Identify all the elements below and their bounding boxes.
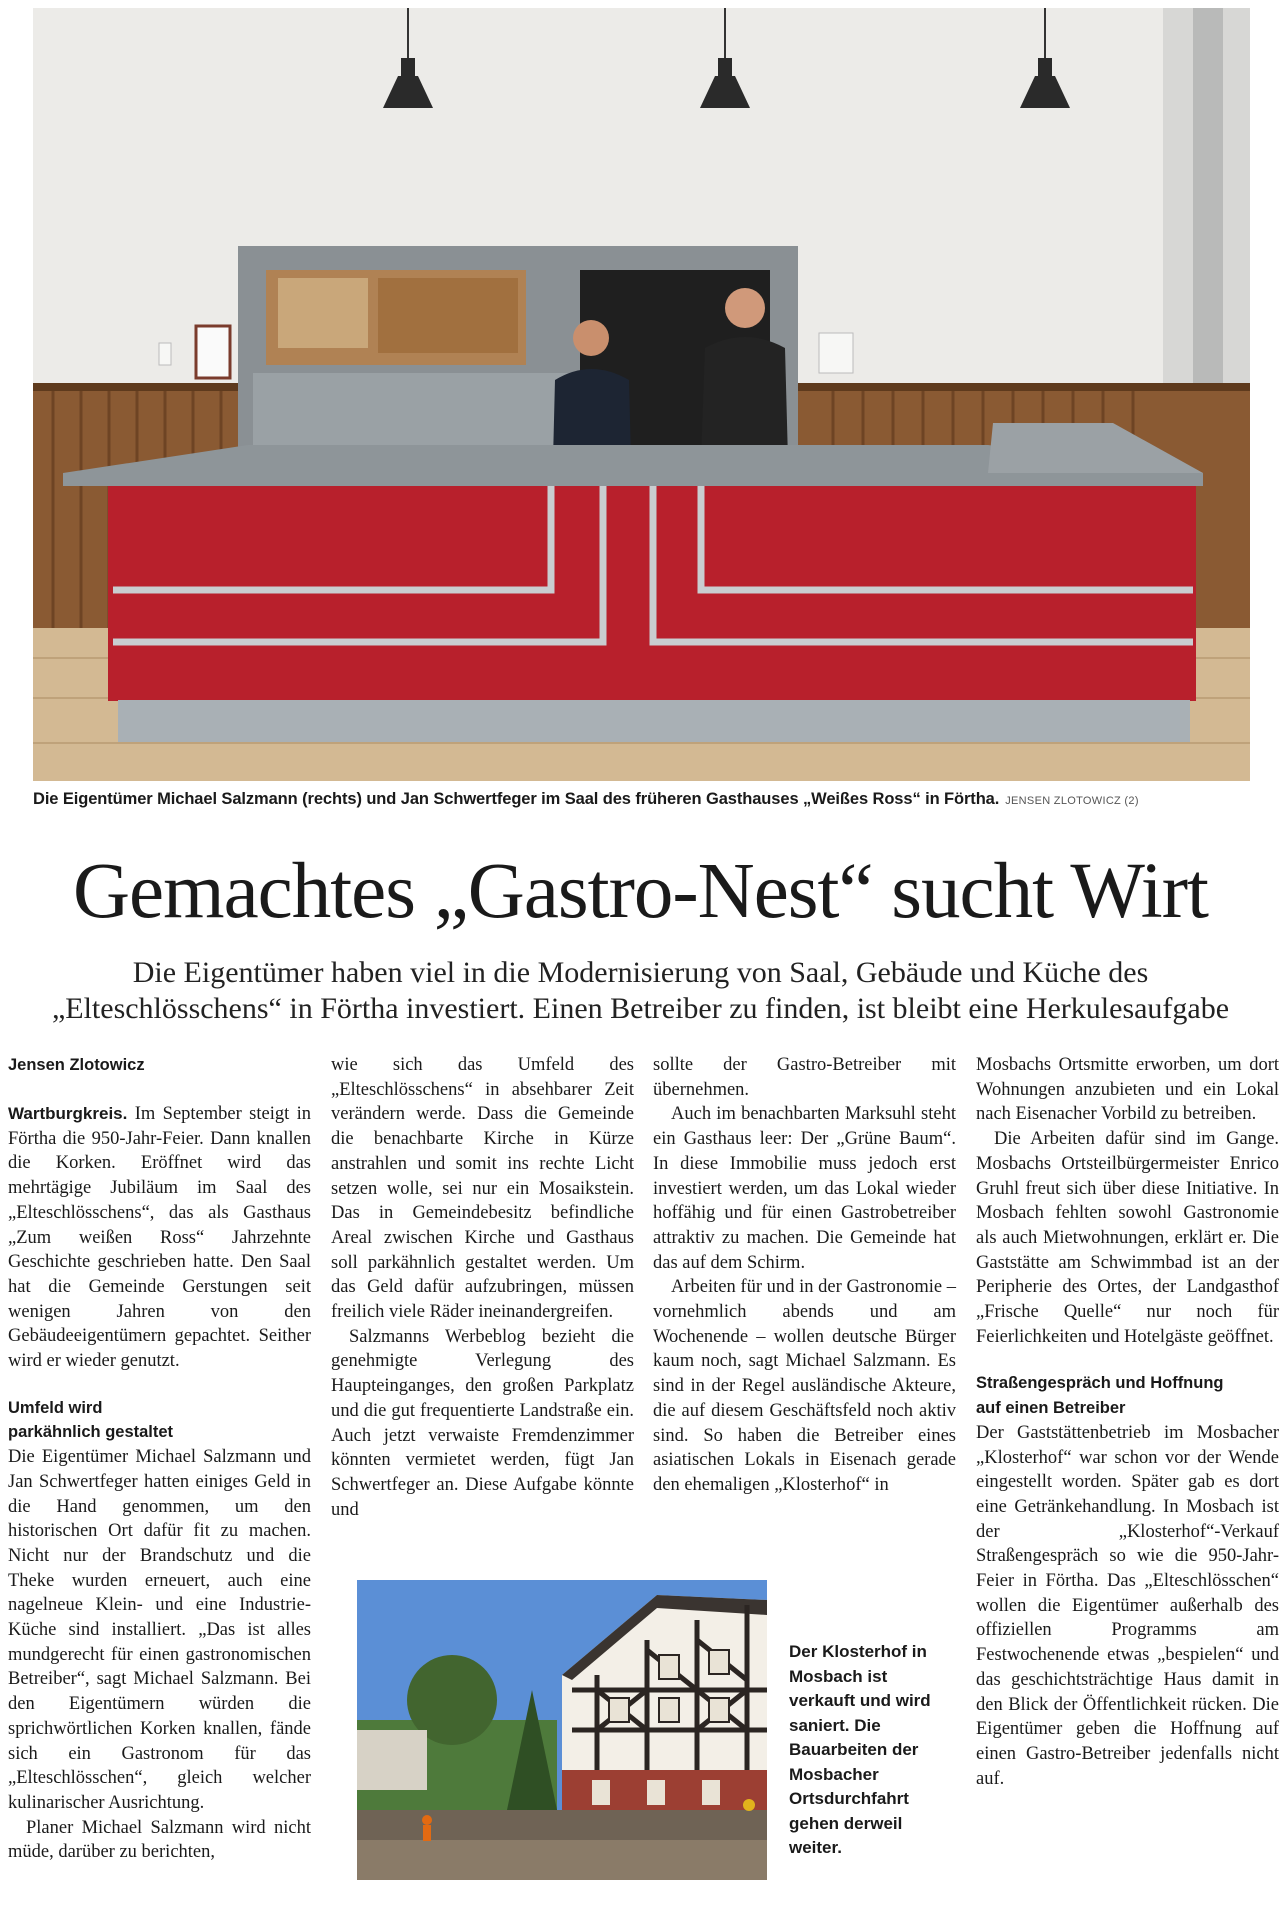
subhead-line-2: „Elteschlösschens“ in Förtha investiert. Einen Betreiber zu finden, ist bleibt eine Herkulesaufgabe bbox=[51, 992, 1230, 1025]
paragraph-8: Arbeiten für und in der Gastronomie – vornehmlich abends und am Wochenende – wollen deutsche Bürger kaum noch, sagt Michael Salzmann. Es sind in der Regel ausländische Akteure, die auf diesem Geschäftsfeld noch aktiv sind. So haben die Betreiber eines asiatischen Lokals in Eisenach gerade den ehemaligen „Klosterhof“ in bbox=[653, 1277, 956, 1495]
subheading-2-line-2: auf einen Betreiber bbox=[976, 1399, 1126, 1418]
subheading-1-line-1: Umfeld wird bbox=[8, 1398, 103, 1417]
article-column-3 bbox=[653, 1053, 956, 1498]
subheading-2 bbox=[976, 1371, 1279, 1420]
caption-text: Die Eigentümer Michael Salzmann (rechts) und Jan Schwertfeger im Saal des früheren Gasthauses „Weißes Ross“ in Förtha. bbox=[33, 790, 1000, 808]
paragraph-4: wie sich das Umfeld des „Elteschlösschens“ in absehbarer Zeit verändern werde. Dass die Gemeinde die benachbarte Kirche in Kürze anstrahlen und somit ins rechte Licht setzen wolle, sei nur ein Mosaikstein. Das in Gemeindebesitz befindliche Areal zwischen Kirche und Gasthaus soll parkähnlich gestaltet werden. Um das Geld dafür aufzubringen, müssen freilich viele Räder ineinandergreifen. bbox=[331, 1055, 634, 1323]
paragraph-3: Planer Michael Salzmann wird nicht müde, darüber zu berichten, bbox=[8, 1817, 311, 1863]
paragraph-2: Die Eigentümer Michael Salzmann und Jan Schwertfeger hatten einiges Geld in die Hand genommen, um den historischen Ort dafür fit zu machen. Nicht nur der Brandschutz und die Theke wurden erneuert, auch eine nagelneue Klein- und eine Industrie-Küche sind installiert. „Das ist alles mundgerecht für einen gastronomischen Betreiber“, sagt Michael Salzmann. Bei den Eigentümern würden die sprichwörtlichen Korken knallen, fände sich ein Gastronom für das „Elteschlösschen“, gleich welcher kulinarischer Ausrichtung. bbox=[8, 1447, 311, 1813]
article-column-4 bbox=[976, 1053, 1279, 1791]
photo-credit: JENSEN ZLOTOWICZ (2) bbox=[1005, 795, 1139, 807]
dateline: Wartburgkreis. bbox=[8, 1104, 128, 1123]
paragraph-5: Salzmanns Werbeblog bezieht die genehmigte Verlegung des Haupteinganges, den großen Parkplatz und die gut frequentierte Landstraße ein. Auch jetzt verwaiste Fremdenzimmer könnten vermietet werden, fügt Jan Schwertfeger an. Diese Aufgabe könnte und bbox=[331, 1326, 634, 1520]
paragraph-9: Mosbachs Ortsmitte erworben, um dort Wohnungen anzubieten und ein Lokal nach Eisenacher Vorbild zu betreiben. bbox=[976, 1055, 1279, 1125]
article-column-1 bbox=[8, 1053, 311, 1865]
paragraph-1-text: Im September steigt in Förtha die 950-Jahr-Feier. Dann knallen die Korken. Eröffnet wird das mehrtägige Jubiläum im Saal des „Elteschlösschens“, das als Gasthaus „Zum weißen Ross“ Jahrzehnte Geschichte geschrieben hatte. Den Saal hat die Gemeinde Gerstungen seit wenigen Jahren von den Gebäudeeigentümern gepachtet. Seither wird er wieder genutzt. bbox=[8, 1104, 312, 1372]
subheading-1 bbox=[8, 1396, 311, 1445]
paragraph-1 bbox=[8, 1102, 311, 1374]
subhead-line-1: Die Eigentümer haben viel in die Modernisierung von Saal, Gebäude und Küche des bbox=[132, 956, 1149, 989]
article-column-2 bbox=[331, 1053, 634, 1522]
subheading-2-line-1: Straßengespräch und Hoffnung bbox=[976, 1374, 1224, 1393]
photo-top-caption bbox=[33, 786, 1250, 812]
author-byline: Jensen Zlotowicz bbox=[8, 1056, 145, 1074]
paragraph-10: Die Arbeiten dafür sind im Gange. Mosbachs Ortsteilbürgermeister Enrico Gruhl freut sich über diese Initiative. In Mosbach fehlten sowohl Gastronomie als auch Mietwohnungen, erklärt er. Die Gaststätte am Schwimmbad ist an der Peripherie des Ortes, der Landgasthof „Frische Quelle“ nur noch für Feierlichkeiten und Hotelgäste geöffnet. bbox=[976, 1129, 1279, 1347]
paragraph-11: Der Gaststättenbetrieb im Mosbacher „Klosterhof“ war schon vor der Wende eingestellt worden. Später gab es dort eine Getränkehandlung. In Mosbach ist der „Klosterhof“-Verkauf Straßengespräch so wie die 950-Jahr-Feier in Förtha. Das „Elteschlösschen“ wollen die Eigentümer außerhalb des offiziellen Programms am Festwochenende etwas „bespielen“ und das geschichtsträchtige Haus damit in den Blick der Öffentlichkeit rücken. Die Eigentümer geben die Hoffnung auf einen Gastro-Betreiber jedenfalls nicht auf. bbox=[976, 1422, 1279, 1789]
paragraph-6: sollte der Gastro-Betreiber mit übernehmen. bbox=[653, 1055, 956, 1100]
subheadline bbox=[10, 955, 1271, 1027]
headline: Gemachtes „Gastro-Nest“ sucht Wirt bbox=[73, 848, 1208, 935]
subheading-1-line-2: parkähnlich gestaltet bbox=[8, 1423, 174, 1442]
photo-bar-counter bbox=[33, 8, 1250, 781]
photo-bottom-caption: Der Klosterhof in Mosbach ist verkauft und wird saniert. Die Bauarbeiten der Mosbacher Ortsdurchfahrt gehen derweil weiter. bbox=[789, 1642, 931, 1857]
photo-klosterhof bbox=[357, 1580, 767, 1880]
paragraph-7: Auch im benachbarten Marksuhl steht ein Gasthaus leer: Der „Grüne Baum“. In diese Immobilie muss jedoch erst investiert werden, um das Lokal wieder hoffähig und für einen Gastrobetreiber attraktiv zu machen. Die Gemeinde hat das auf dem Schirm. bbox=[653, 1104, 956, 1273]
